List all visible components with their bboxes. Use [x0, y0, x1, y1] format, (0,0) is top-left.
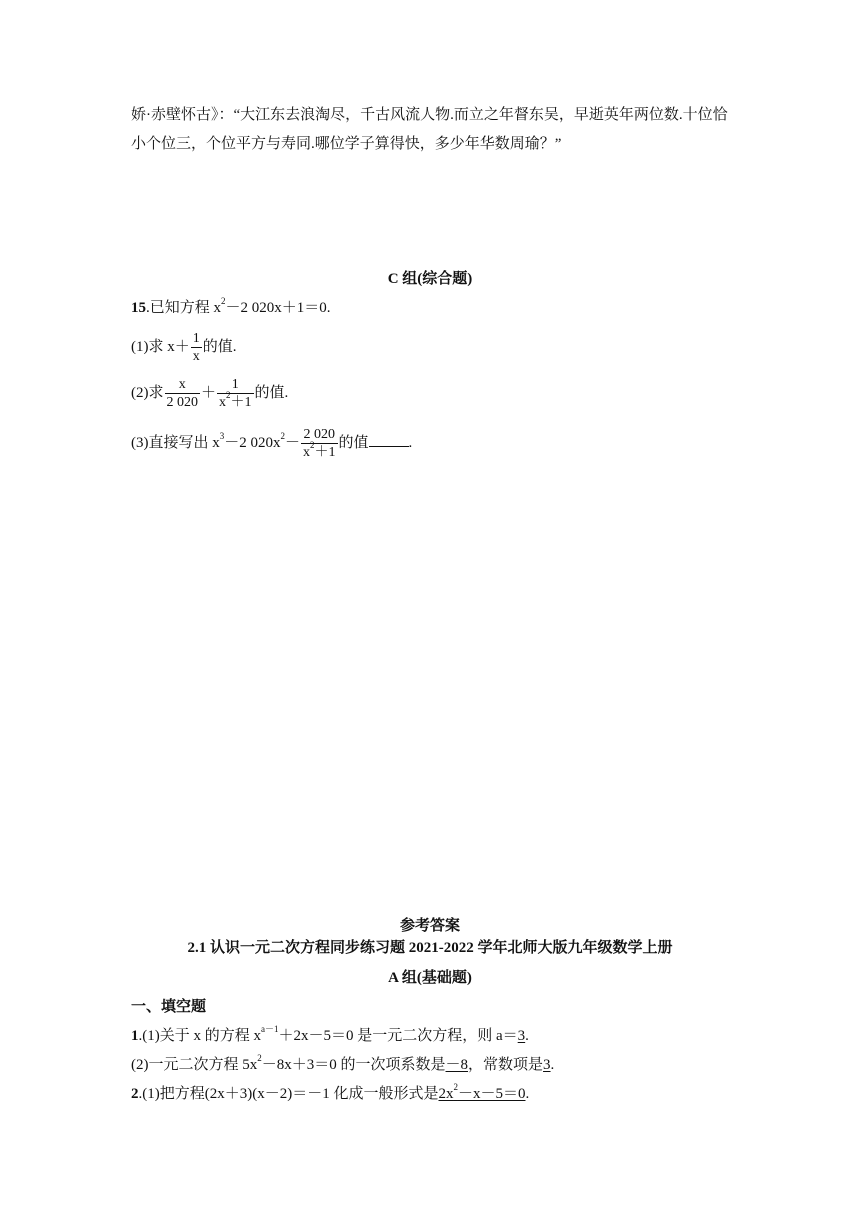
p1-text-pre: (1)求 x＋: [131, 338, 190, 355]
a1-text-pre: .(1)关于 x 的方程 x: [138, 1028, 261, 1044]
answer-number: 2: [131, 1086, 139, 1102]
fraction-numerator: x: [165, 376, 201, 394]
answer-1-part-2: [131, 1055, 554, 1075]
a2-text-end: .: [525, 1086, 530, 1102]
q15-exponent: 2: [221, 296, 226, 306]
fraction-one-over-x2-plus-1: [217, 376, 254, 411]
a2-answer: [438, 1082, 526, 1102]
den-exponent: 2: [310, 440, 315, 451]
den-base: x: [303, 445, 311, 460]
a1-exponent: a－1: [261, 1024, 279, 1034]
plus-sign: ＋: [201, 384, 217, 401]
fraction-one-over-x: [191, 330, 202, 365]
p2-text-post: 的值.: [254, 384, 289, 401]
p3-text-end: .: [408, 434, 413, 451]
poem-line-2: 小个位三，个位平方与寿同.哪位学子算得快，多少年华数周瑜？”: [131, 136, 562, 152]
den-post: ＋1: [230, 395, 252, 410]
a1b-text-mid: －8x＋3＝0 的一次项系数是: [261, 1057, 446, 1073]
answers-subtitle: 2.1 认识一元二次方程同步练习题 2021-2022 学年北师大版九年级数学上册: [187, 940, 673, 956]
p3-exponent-1: 3: [219, 430, 225, 441]
a1-text-end: .: [525, 1028, 529, 1044]
a1b-text-mid2: ，常数项是: [468, 1057, 544, 1073]
a1-text-mid: ＋2x－5＝0 是一元二次方程，则 a＝: [278, 1028, 518, 1044]
p3-exponent-2: 2: [280, 430, 286, 441]
group-a-heading: A 组(基础题): [388, 970, 472, 986]
answer-blank: [369, 434, 409, 447]
p3-text-post: 的值: [338, 434, 369, 451]
answer-number: 1: [131, 1028, 139, 1044]
fraction-denominator: 2 020: [166, 395, 198, 410]
a1b-exponent: 2: [257, 1053, 262, 1063]
question-15-part-1: [131, 330, 237, 365]
p2-text-pre: (2)求: [131, 384, 164, 401]
den-exponent: 2: [226, 390, 231, 401]
poem-line-1: 娇·赤壁怀古》：“大江东去浪淘尽，千古风流人物.而立之年督东吴，早逝英年两位数.十位恰: [131, 107, 728, 123]
fraction-denominator: x: [192, 349, 200, 364]
answer-2-part-1: [131, 1084, 529, 1104]
section-fill-in-blank: 一、填空题: [131, 999, 207, 1015]
p3-text-pre: (3)直接写出 x: [131, 434, 220, 451]
p3-text-mid: －2 020x: [224, 434, 281, 451]
question-15-part-3: [131, 426, 412, 461]
a2-answer-pre: 2x: [438, 1086, 454, 1102]
fraction-numerator: 1: [217, 376, 254, 394]
a2-text-pre: .(1)把方程(2x＋3)(x－2)＝－1 化成一般形式是: [138, 1086, 439, 1102]
den-base: x: [219, 395, 227, 410]
a2-answer-post: －x－5＝0: [457, 1086, 526, 1102]
a1b-answer-2: 3: [543, 1057, 551, 1073]
question-number: 15: [131, 300, 146, 316]
a1b-text-pre: (2)一元二次方程 5x: [131, 1057, 258, 1073]
a2-answer-exponent: 2: [453, 1082, 458, 1092]
q15-text-post: －2 020x＋1＝0.: [225, 300, 331, 316]
fraction-denominator: [301, 440, 338, 461]
answers-title: 参考答案: [399, 918, 460, 934]
a1b-answer-1: －8: [445, 1057, 469, 1073]
q15-text-pre: .已知方程 x: [146, 300, 222, 316]
minus-sign: －: [285, 434, 301, 451]
fraction-2020-over-x2-plus-1: [301, 426, 338, 461]
question-15-part-2: [131, 376, 288, 411]
den-post: ＋1: [314, 445, 336, 460]
group-c-heading: C 组(综合题): [387, 271, 473, 287]
p1-text-post: 的值.: [202, 338, 237, 355]
a1-answer: 3: [517, 1028, 526, 1044]
answer-1-part-1: [131, 1026, 529, 1046]
a1b-text-end: .: [550, 1057, 555, 1073]
fraction-x-over-2020: [165, 376, 201, 411]
question-15: [131, 298, 331, 318]
fraction-numerator: 2 020: [301, 426, 338, 444]
fraction-denominator: [217, 390, 254, 411]
fraction-numerator: 1: [192, 331, 200, 346]
